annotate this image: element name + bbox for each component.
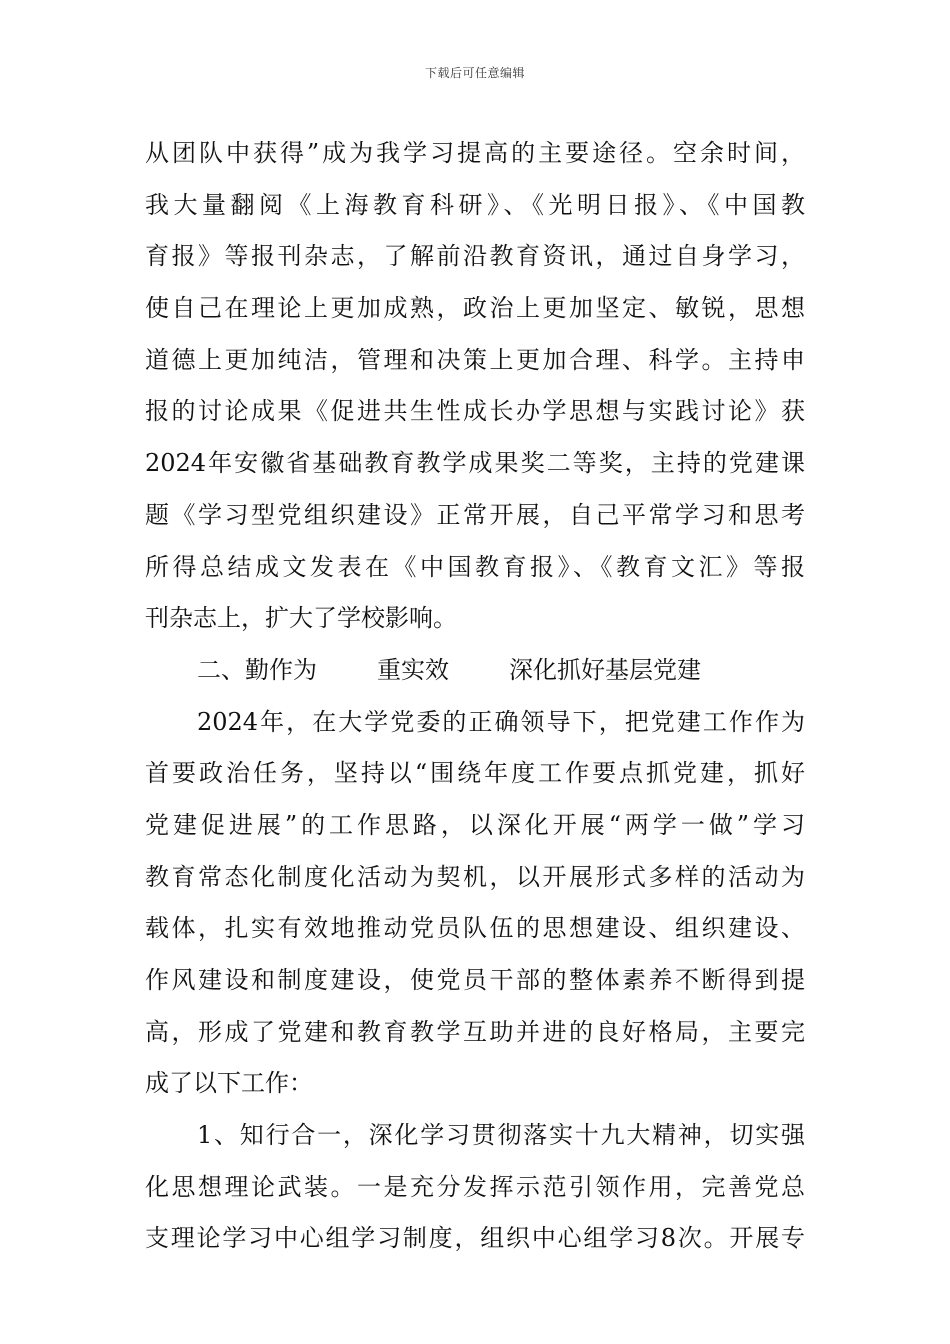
body-line: 道德上更加纯洁，管理和决策上更加合理、科学。主持申 [145,345,805,374]
section-heading-part: 二、勤作为 [197,655,317,684]
section-heading-part: 深化抓好基层党建 [509,655,701,684]
body-line: 党建促进展”的工作思路，以深化开展“两学一做”学习 [145,810,805,839]
body-line: 刊杂志上，扩大了学校影响。 [145,604,457,633]
body-line: 支理论学习中心组学习制度，组织中心组学习8次。开展专 [145,1224,805,1253]
paragraph-first-line: 2024年，在大学党委的正确领导下，把党建工作作为 [197,707,805,736]
body-line: 从团队中获得”成为我学习提高的主要途径。空余时间， [145,139,805,167]
body-line: 首要政治任务，坚持以“围绕年度工作要点抓党建，抓好 [145,759,805,788]
body-line: 使自己在理论上更加成熟，政治上更加坚定、敏锐，思想 [145,294,805,323]
body-line: 教育常态化制度化活动为契机，以开展形式多样的活动为 [145,862,805,891]
body-line: 我大量翻阅《上海教育科研》、《光明日报》、《中国教 [145,190,805,219]
section-heading-part: 重实效 [377,655,449,684]
body-line: 作风建设和制度建设，使党员干部的整体素养不断得到提 [145,966,805,994]
body-line: 成了以下工作： [145,1069,313,1098]
body-line: 高，形成了党建和教育教学互助并进的良好格局，主要完 [145,1017,805,1046]
section-heading [145,645,805,697]
paragraph-first-line: 1、知行合一，深化学习贯彻落实十九大精神，切实强 [197,1121,805,1150]
body-line: 化思想理论武装。一是充分发挥示范引领作用，完善党总 [145,1172,805,1201]
body-line: 载体，扎实有效地推动党员队伍的思想建设、组织建设、 [145,914,805,943]
body-line: 2024年安徽省基础教育教学成果奖二等奖，主持的党建课 [145,449,805,478]
body-line: 报的讨论成果《促进共生性成长办学思想与实践讨论》获 [145,397,805,426]
body-line: 育报》等报刊杂志，了解前沿教育资讯，通过自身学习， [145,242,805,271]
page-header-note: 下载后可任意编辑 [424,66,525,80]
body-line: 题《学习型党组织建设》正常开展，自己平常学习和思考 [145,500,805,529]
body-line: 所得总结成文发表在《中国教育报》、《教育文汇》等报 [145,552,805,581]
document-body [145,128,805,1265]
